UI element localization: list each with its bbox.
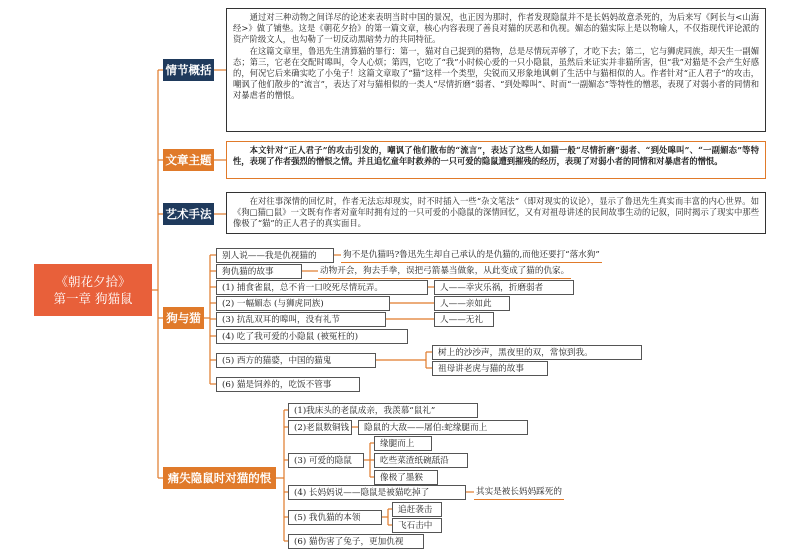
dogcat-item-3: (1) 捕食雀鼠，总不肯一口咬死尽情玩弄。 <box>216 280 428 295</box>
dogcat-sub-7a: 树上的沙沙声，黑夜里的双，常惊到我。 <box>432 345 642 360</box>
mouse-item-5: (5) 我仇猫的本领 <box>288 510 382 525</box>
mouse-note-2: 隐鼠的大敌——屠伯:蛇缘腿而上 <box>358 420 528 435</box>
dogcat-item-6: (4) 吃了我可爱的小隐鼠 (被冤枉的) <box>216 329 408 344</box>
category-plot: 情节概括 <box>163 59 214 81</box>
dogcat-note-5: 人——无礼 <box>434 312 494 327</box>
root-node <box>34 264 152 316</box>
mouse-sub-3c: 像极了墨猴 <box>374 470 438 485</box>
theme-box <box>226 141 766 179</box>
art-text: 在对往事深情的回忆时，作者无法忘却现实，时不时插入一些“杂文笔法”（即对现实的议论），显示了鲁迅先生真实而丰富的内心世界。如《狗□猫□鼠》一文既有作者对童年时拥有过的一只可爱的小隐鼠的深情回忆，又有对祖母讲述的民间故事生动的记叙，同时揭示了现实中那些像极了“猫”的正人君子的真实面目。 <box>233 196 759 229</box>
mouse-item-1: (1)我床头的老鼠成亲，我羡慕“鼠礼” <box>288 403 478 418</box>
dogcat-note-3: 人——幸灾乐祸，折磨弱者 <box>434 280 574 295</box>
dogcat-item-7: (5) 西方的猫婆，中国的猫鬼 <box>216 353 376 368</box>
mouse-sub-5b: 飞石击中 <box>392 518 442 533</box>
plot-paragraph-2: 在这篇文章里，鲁迅先生清算猫的罪行：第一，猫对自己捉到的猎物，总是尽情玩弄够了，才吃下去；第二，它与狮虎同族，却天生一副媚态；第三，它老在交配时嗥叫，令人心烦；第四，它吃了“我”小时候心爱的一只小隐鼠，虽然后来证实并非猫所害，但“我”对猫是不会产生好感的，何况它后来确实吃了小兔子！这篇文章取了“猫”这样一个类型，尖锐而又形象地讽刺了生活中与猫相似的人。作者针对“正人君子”的攻击，嘲讽了他们散步的“流言”，表达了对与猫相似的一类人“尽情折磨”弱者、“到处嗥叫”、时而“一副媚态”等特性的憎恶，表现了对弱小者的同情和对暴虐者的憎恨。 <box>233 45 759 101</box>
dogcat-item-4: (2) 一幅媚态 (与狮虎同族) <box>216 296 390 311</box>
dogcat-note-1: 狗不是仇猫吗?鲁迅先生却自己承认的是仇猫的,而他还要打“落水狗” <box>341 248 602 263</box>
dogcat-note-4: 人——亲如此 <box>434 296 510 311</box>
mouse-item-6: (6) 猫伤害了兔子，更加仇视 <box>288 534 424 549</box>
plot-paragraph-1: 通过对三种动物之间详尽的论述来表明当时中国的景况，也正因为那时，作者发现隐鼠并不是长妈妈故意杀死的，为后来写《阿长与<山海经>》做了铺垫。这是《朝花夕拾》的第一篇文章，核心内容表现了善良对猫的厌恶和仇视。媚态的猫实际上是以物喻人，不仅指现代评论派的资产阶级文人，也勾勒了一切反动黑暗势力的共同特征。 <box>233 12 759 45</box>
plot-summary-box <box>226 8 766 132</box>
root-title: 《朝花夕拾》 <box>55 274 131 289</box>
category-art: 艺术手法 <box>163 203 214 225</box>
dogcat-item-8: (6) 猫是饲养的，吃饭不管事 <box>216 377 360 392</box>
mouse-sub-3a: 缘腿而上 <box>374 436 432 451</box>
category-dog-cat: 狗与猫 <box>163 307 204 329</box>
mouse-sub-5a: 追赶袭击 <box>392 502 442 517</box>
dogcat-sub-7b: 祖母讲老虎与猫的故事 <box>432 361 548 376</box>
mouse-item-2: (2)老鼠数铜钱 <box>288 420 352 435</box>
mouse-item-3: (3) 可爱的隐鼠 <box>288 453 364 468</box>
dogcat-note-2: 动物开会，狗去手拳，误把弓箭暴当做象，从此变成了猫的仇家。 <box>318 264 571 279</box>
dogcat-item-1: 别人说——我是仇视猫的 <box>216 248 334 263</box>
mouse-sub-3b: 吃些菜渣纸碗舐沿 <box>374 453 468 468</box>
mouse-item-4: (4) 长妈妈说——隐鼠是被猫吃掉了 <box>288 485 466 500</box>
dogcat-item-2: 狗仇猫的故事 <box>216 264 302 279</box>
mouse-note-4: 其实是被长妈妈踩死的 <box>474 485 564 500</box>
art-box <box>226 192 766 234</box>
category-mouse: 痛失隐鼠时对猫的恨 <box>163 467 276 489</box>
root-subtitle: 第一章 狗猫鼠 <box>53 291 133 306</box>
dogcat-item-5: (3) 抗乱双耳的嗥叫，没有礼节 <box>216 312 386 327</box>
theme-text: 本文针对“正人君子”的攻击引发的，嘲讽了他们散布的“流言”，表达了这些人如猫一般“尽情折磨”弱者、“到处嗥叫”、“一副媚态”等特性，表现了作者强烈的憎恨之情。并且追忆童年时救养的一只可爱的隐鼠遭到摧残的经历，表现了对弱小者的同情和对暴虐者的憎恨。 <box>233 145 759 167</box>
category-theme: 文章主题 <box>163 149 214 171</box>
